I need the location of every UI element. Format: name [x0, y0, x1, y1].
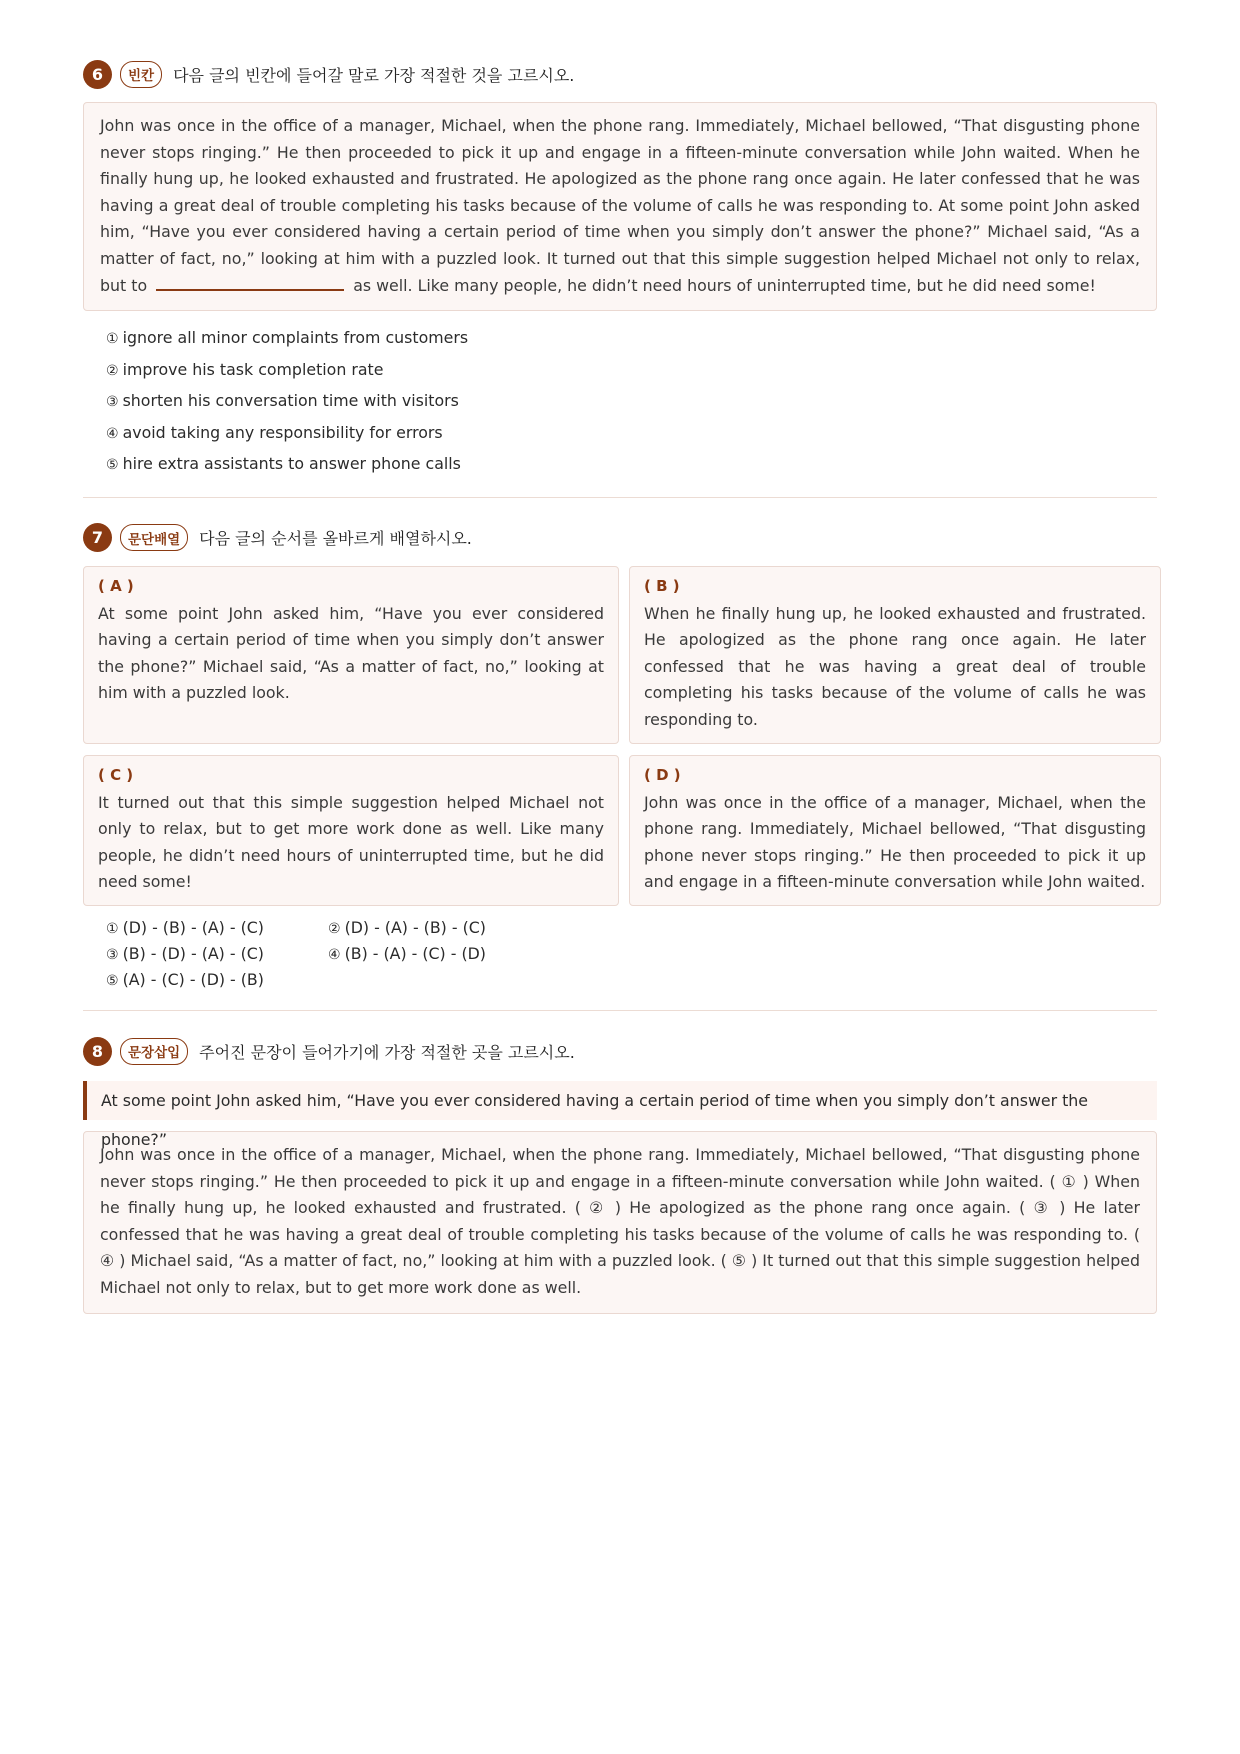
- option-text: (B) - (D) - (A) - (C): [122, 944, 264, 963]
- option-text: improve his task completion rate: [122, 359, 384, 379]
- passage-text-before-blank: John was once in the office of a manager, Michael, when the phone rang. Immediately, Michael bellowed, “That disgusting phone never stops ringing.” He then proceeded to pick it up and engage in a fifteen-minute conversation while John waited. When he finally hung up, he looked exhausted and frustrated. He apologized as the phone rang once again. He later confessed that he was having a great deal of trouble completing his tasks because of the volume of calls he was responding to. At some point John asked him, “Have you ever considered having a certain period of time when you simply don’t answer the phone?” Michael said, “As a matter of fact, no,” looking at him with a puzzled look. It turned out that this simple suggestion helped Michael not only to relax, but to: [100, 116, 1140, 295]
- option-marker: ①: [106, 331, 119, 348]
- answer-option-3[interactable]: [106, 385, 1157, 417]
- answer-option-5[interactable]: [106, 967, 328, 993]
- answer-option-4[interactable]: [106, 417, 1157, 449]
- paragraph-grid: [83, 566, 1157, 906]
- answer-option-4[interactable]: [328, 941, 628, 967]
- option-text: ignore all minor complaints from customers: [122, 328, 469, 348]
- question-type-tag: 빈칸: [120, 61, 162, 88]
- question-type-tag: 문장삽입: [120, 1038, 188, 1065]
- option-text: hire extra assistants to answer phone calls: [122, 454, 461, 474]
- answer-option-1[interactable]: [106, 915, 328, 941]
- answer-option-1[interactable]: [106, 322, 1157, 354]
- option-text: (D) - (B) - (A) - (C): [122, 918, 264, 937]
- option-marker: ③: [106, 947, 119, 963]
- question-number-badge: 6: [83, 60, 112, 89]
- given-sentence: At some point John asked him, “Have you ever considered having a certain period of time when you simply don’t answer the phone?”: [83, 1081, 1157, 1120]
- option-marker: ②: [106, 362, 119, 379]
- answer-option-2[interactable]: [106, 354, 1157, 386]
- paragraph-text: John was once in the office of a manager, Michael, when the phone rang. Immediately, Michael bellowed, “That disgusting phone never stops ringing.” He then proceeded to pick it up and engage in a fifteen-minute conversation while John waited.: [644, 792, 1146, 892]
- option-text: shorten his conversation time with visitors: [122, 391, 459, 411]
- answer-blank: [156, 273, 344, 291]
- paragraph-box-c: [83, 755, 619, 906]
- passage-box: [83, 1131, 1157, 1314]
- question-number-badge: 7: [83, 523, 112, 552]
- answer-options: [83, 322, 1157, 480]
- paragraph-text: It turned out that this simple suggestion helped Michael not only to relax, but to get more work done as well. Like many people, he didn’t need hours of uninterrupted time, but he did need some!: [98, 792, 604, 892]
- paragraph-box-d: [629, 755, 1161, 906]
- paragraph-text: At some point John asked him, “Have you ever considered having a certain period of time when you simply don’t answer the phone?” Michael said, “As a matter of fact, no,” looking at him with a puzzled look.: [98, 603, 604, 703]
- option-marker: ②: [328, 921, 341, 937]
- question-header: [83, 1033, 1157, 1069]
- option-marker: ①: [106, 921, 119, 937]
- paragraph-label: ( D ): [644, 765, 681, 784]
- option-text: (A) - (C) - (D) - (B): [122, 970, 264, 989]
- answer-option-5[interactable]: [106, 448, 1157, 480]
- option-marker: ⑤: [106, 457, 119, 474]
- section-divider: [83, 1010, 1157, 1011]
- option-text: (B) - (A) - (C) - (D): [344, 944, 486, 963]
- question-instruction: 다음 글의 순서를 올바르게 배열하시오.: [199, 529, 472, 549]
- question-8: [83, 1033, 1157, 1314]
- question-instruction: 다음 글의 빈칸에 들어갈 말로 가장 적절한 것을 고르시오.: [173, 65, 575, 85]
- passage-box: [83, 102, 1157, 311]
- question-6: [83, 56, 1157, 480]
- answer-options: [83, 915, 1157, 993]
- passage-text: John was once in the office of a manager, Michael, when the phone rang. Immediately, Michael bellowed, “That disgusting phone never stops ringing.” He then proceeded to pick it up and engage in a fifteen-minute conversation while John waited. ( ① ) When he finally hung up, he looked exhausted and frustrated. ( ② ) He apologized as the phone rang once again. ( ③ ) He later confessed that he was having a great deal of trouble completing his tasks because of the volume of calls he was responding to. ( ④ ) Michael said, “As a matter of fact, no,” looking at him with a puzzled look. ( ⑤ ) It turned out that this simple suggestion helped Michael not only to relax, but to get more work done as well.: [100, 1145, 1140, 1297]
- paragraph-label: ( C ): [98, 765, 134, 784]
- question-number-badge: 8: [83, 1037, 112, 1066]
- question-type-tag: 문단배열: [120, 524, 188, 551]
- option-text: avoid taking any responsibility for errors: [122, 422, 443, 442]
- paragraph-box-b: [629, 566, 1161, 744]
- paragraph-box-a: [83, 566, 619, 744]
- answer-option-2[interactable]: [328, 915, 628, 941]
- paragraph-label: ( A ): [98, 576, 134, 595]
- passage-text-after-blank: as well. Like many people, he didn’t need hours of uninterrupted time, but he did need some!: [353, 275, 1096, 295]
- section-divider: [83, 497, 1157, 498]
- option-marker: ③: [106, 394, 119, 411]
- question-header: [83, 520, 1157, 556]
- question-instruction: 주어진 문장이 들어가기에 가장 적절한 곳을 고르시오.: [199, 1042, 575, 1062]
- option-text: (D) - (A) - (B) - (C): [344, 918, 486, 937]
- question-7: [83, 520, 1157, 993]
- option-marker: ④: [328, 947, 341, 963]
- answer-option-3[interactable]: [106, 941, 328, 967]
- option-marker: ④: [106, 425, 119, 442]
- paragraph-label: ( B ): [644, 576, 680, 595]
- question-header: [83, 56, 1157, 92]
- paragraph-text: When he finally hung up, he looked exhausted and frustrated. He apologized as the phone rang once again. He later confessed that he was having a great deal of trouble completing his tasks because of the volume of calls he was responding to.: [644, 603, 1146, 730]
- option-marker: ⑤: [106, 973, 119, 989]
